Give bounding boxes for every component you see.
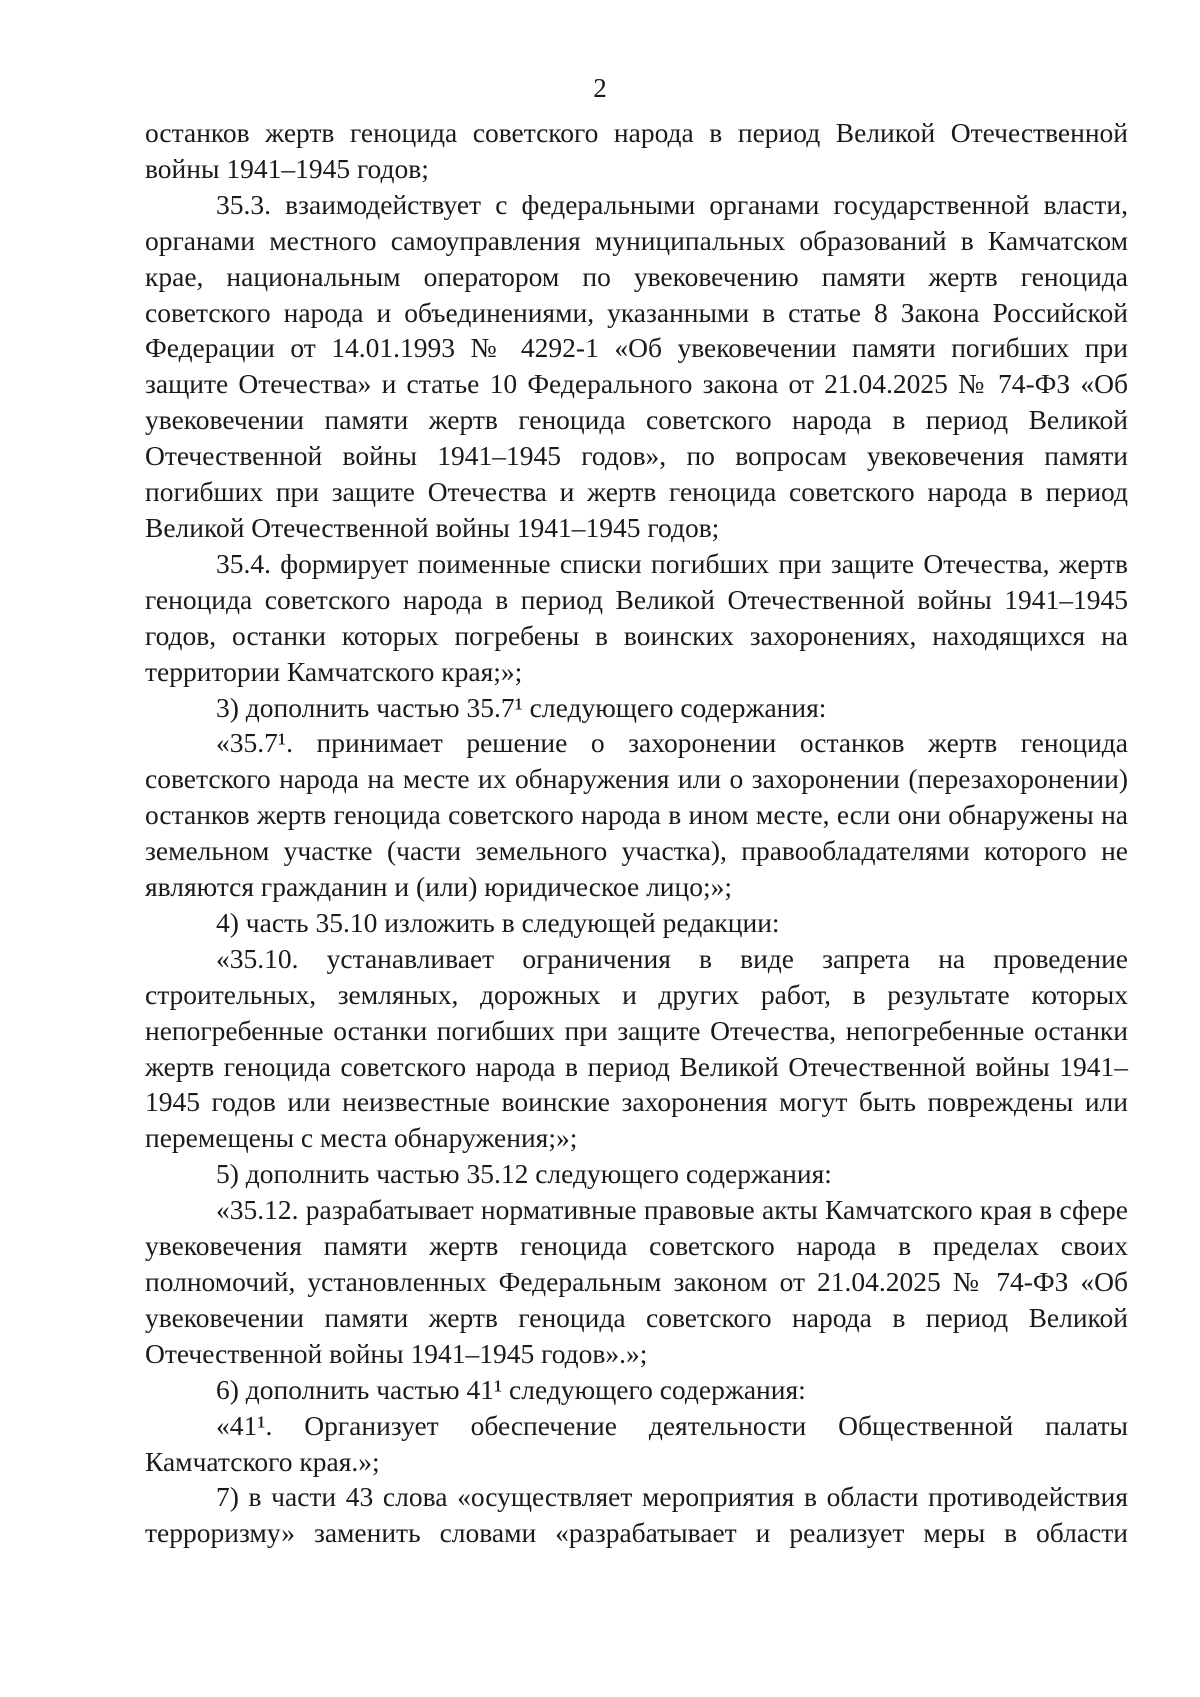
paragraph-item-6: 6) дополнить частью 41¹ следующего содержания: <box>216 1373 806 1405</box>
paragraph-item-4: 4) часть 35.10 изложить в следующей редакции: <box>216 906 780 938</box>
paragraph-continuation: останков жертв геноцида советского народа в период Великой Отечественной войны 1941–1945 годов; <box>145 117 1128 184</box>
paragraph-35-7-1: «35.7¹. принимает решение о захоронении останков жертв геноцида советского народа на месте их обнаружения или о захоронении (перезахоронении) останков жертв геноцида советского народа в ином месте, если они обнаружены на земельном участке (части земельного участка), правообладателями которого не являются гражданин и (или) юридическое лицо;»; <box>145 727 1128 903</box>
document-body <box>145 115 1128 1551</box>
paragraph-35-3: 35.3. взаимодействует с федеральными органами государственной власти, органами местного самоуправления муниципальных образований в Камчатском крае, национальным оператором по увековечению памяти жертв геноцида советского народа и объединениями, указанными в статье 8 Закона Российской Федерации от 14.01.1993 № 4292-1 «Об увековечении памяти погибших при защите Отечества» и статье 10 Федерального закона от 21.04.2025 № 74-ФЗ «Об увековечении памяти жертв геноцида советского народа в период Великой Отечественной войны 1941–1945 годов», по вопросам увековечения памяти погибших при защите Отечества и жертв геноцида советского народа в период Великой Отечественной войны 1941–1945 годов; <box>145 188 1128 543</box>
paragraph-35-4: 35.4. формирует поименные списки погибших при защите Отечества, жертв геноцида советского народа в период Великой Отечественной войны 1941–1945 годов, останки которых погребены в воинских захоронениях, находящихся на территории Камчатского края;»; <box>145 547 1128 687</box>
paragraph-35-12: «35.12. разрабатывает нормативные правовые акты Камчатского края в сфере увековечения памяти жертв геноцида советского народа в пределах своих полномочий, установленных Федеральным законом от 21.04.2025 № 74-ФЗ «Об увековечении памяти жертв геноцида советского народа в период Великой Отечественной войны 1941–1945 годов».»; <box>145 1194 1128 1369</box>
paragraph-35-10: «35.10. устанавливает ограничения в виде запрета на проведение строительных, земляных, дорожных и других работ, в результате которых непогребенные останки погибших при защите Отечества, непогребенные останки жертв геноцида советского народа в период Великой Отечественной войны 1941–1945 годов или неизвестные воинские захоронения могут быть повреждены или перемещены с места обнаружения;»; <box>145 942 1128 1154</box>
paragraph-item-7: 7) в части 43 слова «осуществляет мероприятия в области противодействия терроризму» заменить словами «разрабатывает и реализует меры в области <box>145 1481 1128 1549</box>
paragraph-item-5: 5) дополнить частью 35.12 следующего содержания: <box>216 1158 832 1190</box>
paragraph-item-3: 3) дополнить частью 35.7¹ следующего содержания: <box>216 691 827 723</box>
page-number: 2 <box>593 73 607 103</box>
paragraph-41-1: «41¹. Организует обеспечение деятельности Общественной палаты Камчатского края.»; <box>145 1409 1128 1477</box>
